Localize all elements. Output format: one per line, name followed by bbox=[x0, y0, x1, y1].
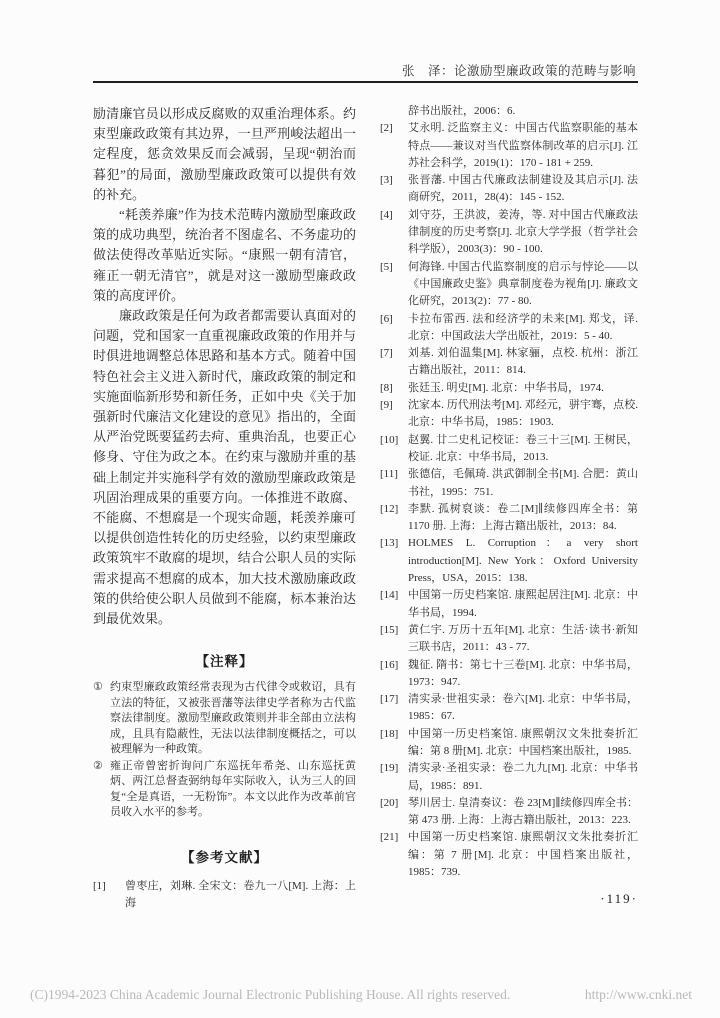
reference-item bbox=[380, 466, 638, 501]
reference-text: 张廷玉. 明史[M]. 北京：中华书局，1974. bbox=[408, 381, 604, 394]
reference-item bbox=[380, 207, 638, 259]
left-column bbox=[93, 104, 356, 912]
reference-text: 刘基. 刘伯温集[M]. 林家骊，点校. 杭州：浙江古籍出版社，2011：814. bbox=[408, 347, 638, 377]
reference-item bbox=[380, 795, 638, 830]
reference-text: 何海锋. 中国古代监察制度的启示与悖论——以《中国廉政史鉴》典章制度卷为视角[J]. 廉政文化研究，2013(2)：77 - 80. bbox=[408, 260, 638, 308]
notes-heading: 【注释】 bbox=[195, 654, 254, 670]
reference-item bbox=[380, 259, 638, 311]
references-left bbox=[93, 878, 356, 913]
reference-number: [1] bbox=[93, 879, 106, 892]
reference-number: [6] bbox=[380, 312, 393, 325]
header-rule bbox=[93, 81, 638, 83]
references-right bbox=[380, 120, 638, 881]
footer-url: http://www.cnki.net bbox=[584, 987, 692, 1002]
reference-item bbox=[380, 587, 638, 622]
reference-item bbox=[380, 657, 638, 692]
note-item bbox=[93, 680, 356, 758]
reference-number: [3] bbox=[380, 174, 393, 187]
reference-number: [14] bbox=[380, 589, 399, 602]
reference-item bbox=[380, 120, 638, 172]
reference-number: [13] bbox=[380, 537, 399, 550]
reference-text: HOLMES L. Corruption：a very short introduction[M]. New York：Oxford University Press，USA，2015：138. bbox=[408, 537, 638, 585]
reference-number: [17] bbox=[380, 693, 399, 706]
reference-text: 黄仁宇. 万历十五年[M]. 北京：生活·读书·新知三联书店，2011：43 - 77. bbox=[408, 623, 638, 654]
reference-text: 曾枣庄，刘琳. 全宋文：卷九一八[M]. 上海：上海 bbox=[125, 879, 356, 910]
reference-1-continuation: 辞书出版社，2006：6. bbox=[408, 105, 516, 117]
reference-number: [18] bbox=[380, 727, 399, 740]
running-title: 张 泽：论激励型廉政政策的范畴与影响 bbox=[401, 64, 636, 78]
running-head bbox=[402, 61, 636, 79]
body-paragraph: 廉政政策是任何为政者都需要认真面对的问题，党和国家一直重视廉政政策的作用并与时俱进地调整总体思路和基本方式。随着中国特色社会主义进入新时代，廉政政策的制定和实施面临新形势和新任务，正如中央《关于加强新时代廉洁文化建设的意见》指出的，全面从严治党既要猛药去疴、重典治乱，也要正心修身、守住为政之本。在约束与激励并重的基础上制定并实施科学有效的激励型廉政政策是巩固治理成果的重要方向。一体推进不敢腐、不能腐、不想腐是一个现实命题，耗羡养廉可以提供创造性转化的历史经验，以约束型廉政政策筑牢不敢腐的堤坝，结合公职人员的实际需求提高不想腐的成本，加大技术激励廉政政策的供给使公职人员做到不能腐，标本兼治达到最优效果。 bbox=[93, 308, 356, 627]
body-paragraph: “耗羡养廉”作为技术范畴内激励型廉政政策的成功典型，统治者不图虚名、不务虚功的做法使得改革贴近实际。“康熙一朝有清官，雍正一朝无清官”，就是对这一激励型廉政政策的高度评价。 bbox=[93, 207, 356, 303]
note-text: 雍正帝曾密折询问广东巡抚年希尧、山东巡抚黄炳、两江总督查弼纳每年实际收入，认为三人的回复“全是真语，一无粉饰”。本文以此作为改革前官员收入水平的参考。 bbox=[110, 759, 356, 819]
reference-number: [20] bbox=[380, 796, 399, 809]
reference-item bbox=[380, 501, 638, 536]
reference-item bbox=[380, 172, 638, 207]
reference-number: [2] bbox=[380, 122, 393, 135]
reference-text: 张晋藩. 中国古代廉政法制建设及其启示[J]. 法商研究，2011，28(4)：145 - 152. bbox=[408, 174, 638, 204]
reference-number: [19] bbox=[380, 762, 399, 775]
reference-text: 艾永明. 泛监察主义：中国古代监察职能的基本特点——兼议对当代监察体制改革的启示[J]. 江苏社会科学，2019(1)：170 - 181 + 259. bbox=[408, 122, 638, 169]
reference-item bbox=[380, 535, 638, 587]
reference-item bbox=[380, 345, 638, 380]
reference-number: [12] bbox=[380, 502, 399, 515]
reference-text: 琴川居士. 皇清奏议：卷 23[M]∥续修四库全书：第 473 册. 上海：上海古籍出版社，2013：223. bbox=[408, 796, 638, 827]
reference-text: 赵翼. 廿二史札记校证：卷三十三[M]. 王树民，校证. 北京：中华书局，2013. bbox=[408, 433, 638, 463]
references-heading: 【参考文献】 bbox=[181, 849, 268, 865]
reference-text: 中国第一历史档案馆. 康熙朝汉文朱批奏折汇编：第 7 册[M]. 北京：中国档案出版社，1985：739. bbox=[408, 831, 638, 879]
reference-text: 刘守芬，王洪波，姜涛，等. 对中国古代廉政法律制度的历史考察[J]. 北京大学学报（哲学社会科学版），2003(3)：90 - 100. bbox=[408, 208, 638, 256]
page-number: ·119· bbox=[600, 891, 638, 906]
footer-copyright: (C)1994-2023 China Academic Journal Electronic Publishing House. All rights reserved. bbox=[30, 987, 511, 1002]
reference-text: 沈家本. 历代刑法考[M]. 邓经元，骈宇骞，点校. 北京：中华书局，1985：1903. bbox=[408, 399, 638, 429]
note-text: 约束型廉政政策经常表现为古代律令或敕诏，具有立法的特征，又被张晋藩等法律史学者称为古代监察法律制度。激励型廉政政策则并非全部由立法构成，且具有隐蔽性，无法以法律制度概括之，可以被理解为一种政策。 bbox=[110, 681, 356, 756]
reference-item bbox=[380, 397, 638, 432]
reference-number: [16] bbox=[380, 658, 399, 671]
reference-text: 魏征. 隋书：第七十三卷[M]. 北京：中华书局，1973：947. bbox=[408, 658, 638, 688]
reference-item bbox=[380, 622, 638, 657]
reference-text: 李默. 孤树裒谈：卷二[M]∥续修四库全书：第1170 册. 上海：上海古籍出版社，2013：84. bbox=[408, 502, 638, 533]
reference-number: [7] bbox=[380, 347, 393, 360]
reference-text: 清实录·世祖实录：卷六[M]. 北京：中华书局，1985：67. bbox=[408, 693, 638, 723]
reference-item bbox=[380, 829, 638, 881]
reference-text: 中国第一历史档案馆. 康熙起居注[M]. 北京：中华书局，1994. bbox=[408, 589, 638, 619]
reference-item bbox=[380, 691, 638, 726]
right-column bbox=[380, 103, 638, 881]
reference-text: 中国第一历史档案馆. 康熙朝汉文朱批奏折汇编：第 8 册[M]. 北京：中国档案出版社，1985. bbox=[408, 727, 638, 757]
reference-item bbox=[380, 760, 638, 795]
reference-item bbox=[93, 878, 356, 913]
reference-item bbox=[380, 380, 638, 397]
reference-number: [15] bbox=[380, 623, 399, 636]
note-marker: ① bbox=[93, 681, 103, 694]
reference-item bbox=[380, 726, 638, 761]
reference-number: [8] bbox=[380, 381, 393, 394]
reference-number: [4] bbox=[380, 208, 393, 221]
reference-text: 张德信，毛佩琦. 洪武御制全书[M]. 合肥：黄山书社，1995：751. bbox=[408, 468, 638, 498]
reference-text: 卡拉布雷西. 法和经济学的未来[M]. 郑戈，译. 北京：中国政法大学出版社，2019：5 - 40. bbox=[408, 312, 638, 342]
note-marker: ② bbox=[93, 759, 103, 772]
reference-item bbox=[380, 432, 638, 467]
reference-number: [10] bbox=[380, 433, 399, 446]
reference-number: [9] bbox=[380, 399, 393, 412]
body-paragraphs bbox=[93, 104, 356, 629]
notes-list bbox=[93, 680, 356, 821]
body-paragraph: 励清廉官员以形成反腐败的双重治理体系。约束型廉政政策有其边界，一旦严刑峻法超出一定程度，惩贪效果反而会减弱，呈现“朝治而暮犯”的局面，激励型廉政政策可以提供有效的补充。 bbox=[93, 106, 356, 202]
footer-watermark bbox=[30, 987, 692, 1003]
note-item bbox=[93, 759, 356, 821]
reference-number: [5] bbox=[380, 260, 393, 273]
reference-item bbox=[380, 311, 638, 346]
reference-text: 清实录·圣祖实录：卷二九九[M]. 北京：中华书局，1985：891. bbox=[408, 762, 638, 792]
reference-number: [21] bbox=[380, 831, 399, 844]
reference-number: [11] bbox=[380, 468, 398, 481]
